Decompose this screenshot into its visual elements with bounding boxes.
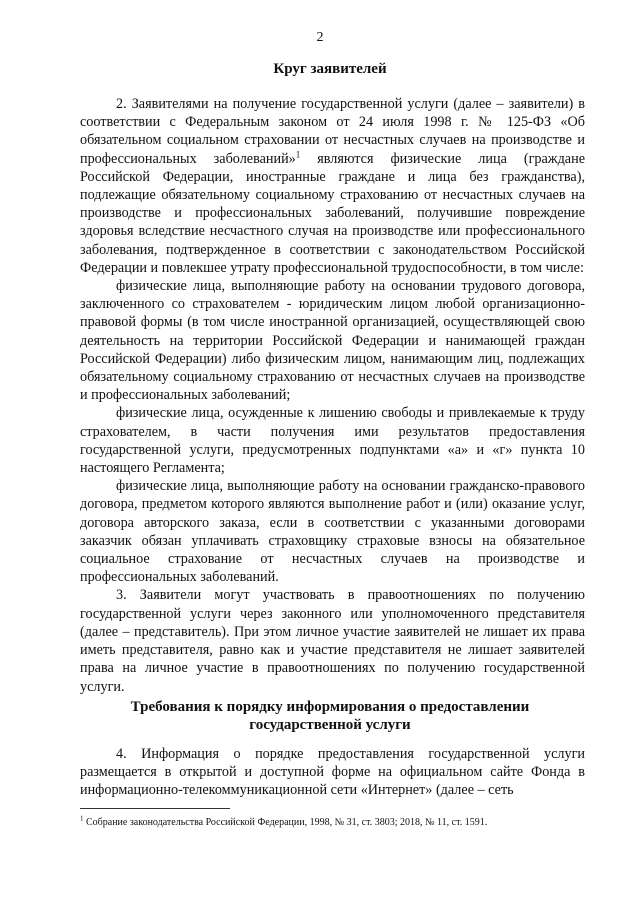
paragraph-convicted-persons: физические лица, осужденные к лишению свободы и привлекаемые к труду страхователем, в части получения ими результатов предоставления государственной услуги, предусмотренных подпунктами «а» и «г» пункта 10 настоящего Регламента;: [80, 405, 585, 477]
paragraph-text: являются физические лица (граждане Российской Федерации, иностранные граждане и лица без гражданства), подлежащие обязательному социальному страхованию от несчастных случаев на производстве и профессиональных заболеваний, получившие повреждение здоровья вследствие несчастного случая на производстве или профессионального заболевания, подтвержденное в соответствии с законодательством Российской Федерации и повлекшее утрату профессиональной трудоспособности, в том числе:: [80, 150, 585, 276]
heading-line: Требования к порядку информирования о предоставлении: [130, 699, 530, 715]
section-heading-applicants: Круг заявителей: [273, 61, 387, 77]
paragraph-information-placement: 4. Информация о порядке предоставления государственной услуги размещается в открытой и доступной форме на официальном сайте Фонда в информационно-телекоммуникационной сети «Интернет» (далее – сеть: [80, 746, 585, 799]
paragraph-civil-contract: физические лица, выполняющие работу на основании гражданско-правового договора, предметом которого являются выполнение работ и (или) оказание услуг, договора авторского заказа, если в соответствии с указанными договорами заказчик обязан уплачивать страховщику страховые взносы на обязательное социальное страхование от несчастных случаев на производстве и профессиональных заболеваний.: [80, 478, 585, 586]
footnote-text: Собрание законодательства Российской Федерации, 1998, № 31, ст. 3803; 2018, № 11, ст. 1591.: [83, 817, 488, 828]
information-section-body: [80, 745, 585, 800]
heading-line: государственной услуги: [249, 717, 411, 733]
paragraph-representatives: 3. Заявители могут участвовать в правоотношениях по получению государственной услуги через законного или уполномоченного представителя (далее – представитель). При этом личное участие заявителей не лишает их права иметь представителя, равно как и участие представителя не лишает заявителей права на личное участие в правоотношениях по получению государственной услуги.: [80, 587, 585, 695]
footnote-separator: [80, 808, 230, 809]
paragraph-text: 2. Заявителями на получение государственной услуги (далее – заявители) в соответствии с Федеральным законом от 24 июля 1998 г. № 125-ФЗ «Об обязательном социальном страховании от несчастных случаев на производстве и профессиональных заболеваний»: [80, 96, 585, 167]
footnote-number: 1: [80, 814, 84, 823]
footnote-reference: 1: [295, 148, 301, 159]
paragraph-employment-contract: физические лица, выполняющие работу на основании трудового договора, заключенного со страхователем - юридическим лицом любой организационно-правовой формы (в том числе иностранной организацией, осуществляющей свою деятельность на территории Российской Федерации и нанимающей граждан Российской Федерации) либо физическим лицом, нанимающим лиц, подлежащих обязательному социальному страхованию от несчастных случаев на производстве и профессиональных заболеваний;: [80, 278, 585, 404]
footnote: [80, 814, 590, 829]
section-heading-information-requirements: [70, 698, 590, 734]
applicants-section-body: [80, 95, 585, 696]
paragraph-applicants-definition: [80, 95, 585, 277]
page-number: 2: [316, 30, 324, 45]
